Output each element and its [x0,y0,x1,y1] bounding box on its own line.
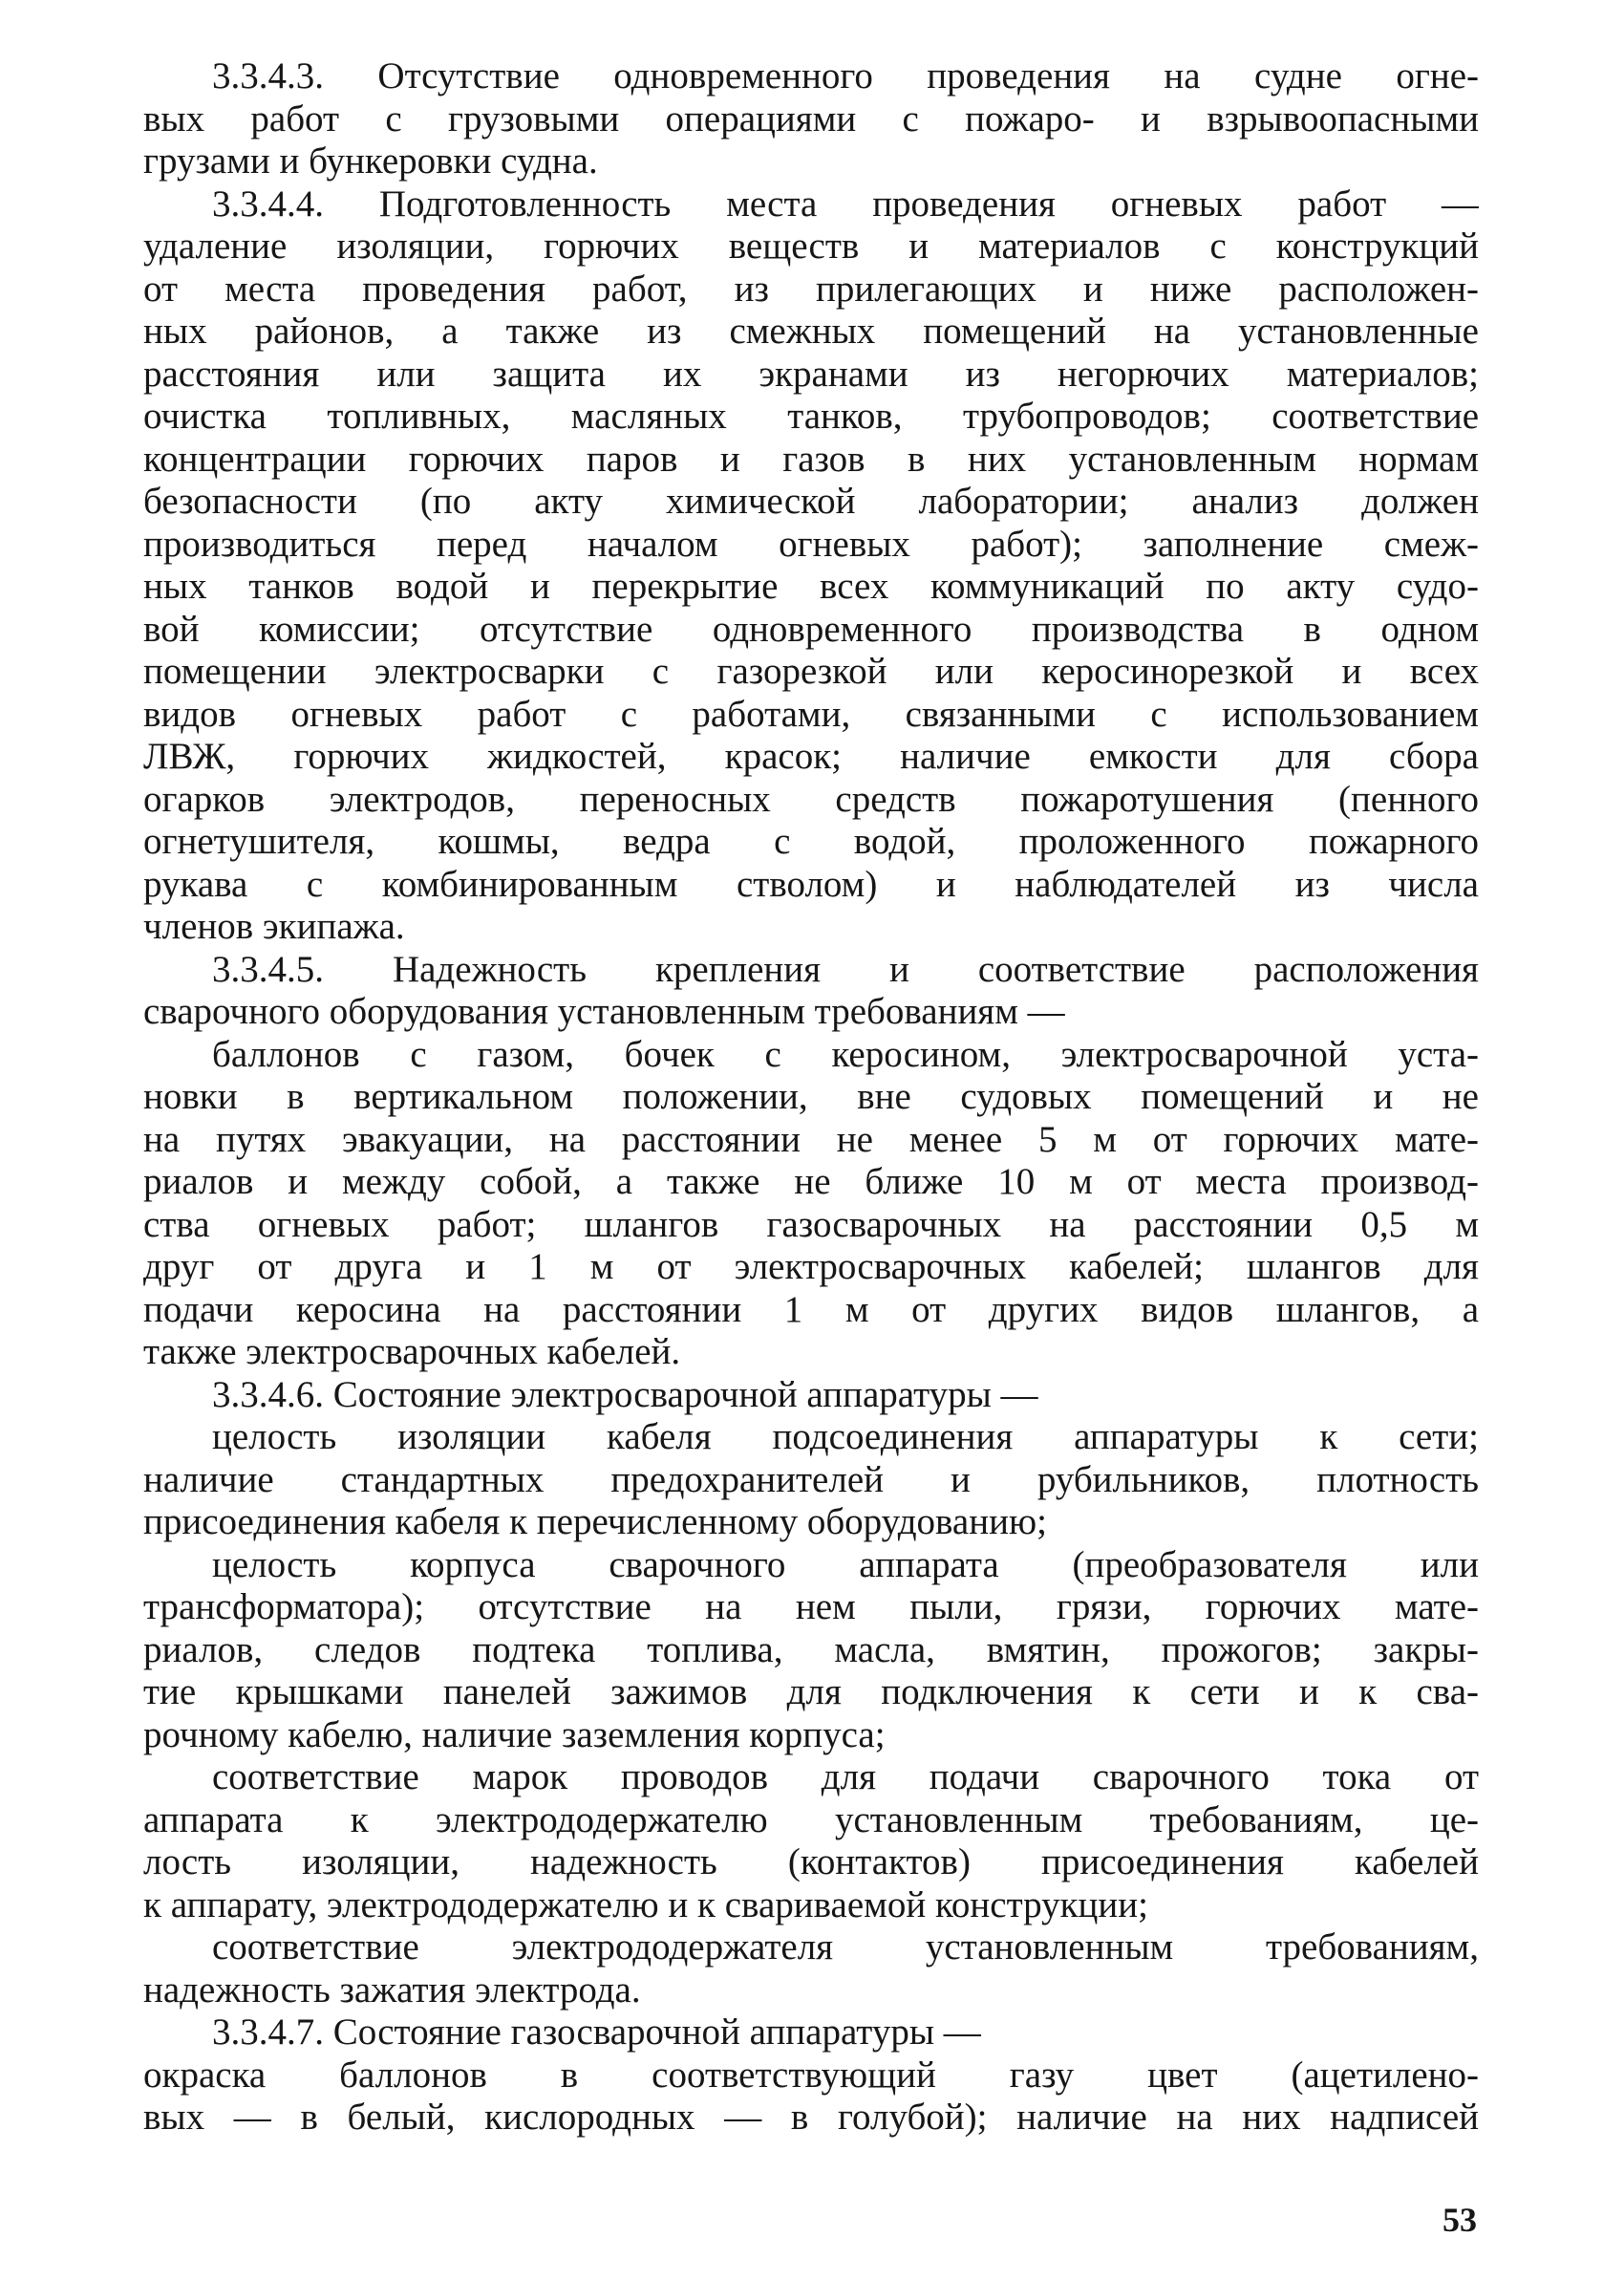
text-line: ных танков водой и перекрытие всех коммуникаций по акту судо- [143,566,1479,607]
text-line: вых — в белый, кислородных — в голубой); наличие на них надписей [143,2097,1479,2138]
text-line: огнетушителя, кошмы, ведра с водой, проложенного пожарного [143,821,1479,862]
text-line: расстояния или защита их экранами из негорючих материалов; [143,353,1479,395]
text-line: надежность зажатия электрода. [143,1968,641,2011]
text-line: друг от друга и 1 м от электросварочных кабелей; шлангов для [143,1246,1479,1287]
text-line: ных районов, а также из смежных помещений на установленные [143,311,1479,352]
text-line: также электросварочных кабелей. [143,1331,681,1372]
text-line: концентрации горючих паров и газов в них установленным нормам [143,438,1479,480]
text-line: рочному кабелю, наличие заземления корпуса; [143,1713,886,1755]
text-line: грузами и бункеровки судна. [143,140,598,182]
text-line: тие крышками панелей зажимов для подключения к сети и к сва- [143,1671,1479,1712]
text-line: к аппарату, электрододержателю и к свариваемой конструкции; [143,1883,1149,1925]
text-line: ЛВЖ, горючих жидкостей, красок; наличие емкости для сбора [143,736,1479,777]
text-line: вой комиссии; отсутствие одновременного производства в одном [143,608,1479,650]
text-line: присоединения кабеля к перечисленному оборудованию; [143,1501,1047,1542]
text-line: 3.3.4.7. Состояние газосварочной аппаратуры — [212,2011,981,2053]
text-line: целость корпуса сварочного аппарата (преобразователя или [212,1543,1479,1585]
text-line: риалов, следов подтека топлива, масла, вмятин, прожогов; закры- [143,1628,1479,1670]
text-line: членов экипажа. [143,906,405,947]
text-line: новки в вертикальном положении, вне судовых помещений и не [143,1076,1479,1117]
text-line: 3.3.4.4. Подготовленность места проведения огневых работ — [212,183,1479,225]
text-line: аппарата к электрододержателю установленным требованиям, це- [143,1798,1479,1840]
body-text [143,55,1479,2140]
text-line: видов огневых работ с работами, связанными с использованием [143,693,1479,735]
page-number: 53 [1442,2201,1477,2239]
text-line: трансформатора); отсутствие на нем пыли, грязи, горючих мате- [143,1586,1479,1627]
text-line: очистка топливных, масляных танков, трубопроводов; соответствие [143,396,1479,437]
text-line: на путях эвакуации, на расстоянии не менее 5 м от горючих мате- [143,1118,1479,1160]
text-line: сварочного оборудования установленным требованиям — [143,991,1065,1032]
text-line: удаление изоляции, горючих веществ и материалов с конструкций [143,226,1479,267]
text-line: подачи керосина на расстоянии 1 м от других видов шлангов, а [143,1288,1479,1330]
text-line: соответствие электрододержателя установленным требованиям, [212,1926,1479,1968]
text-line: безопасности (по акту химической лаборатории; анализ должен [143,481,1479,522]
text-line: вых работ с грузовыми операциями с пожаро- и взрывоопасными [143,97,1479,140]
text-line: баллонов с газом, бочек с керосином, электросварочной уста- [212,1033,1479,1075]
text-line: огарков электродов, переносных средств пожаротушения (пенного [143,778,1479,820]
text-line: ства огневых работ; шлангов газосварочных на расстоянии 0,5 м [143,1203,1479,1245]
text-line: 3.3.4.6. Состояние электросварочной аппаратуры — [212,1373,1038,1415]
text-line: 3.3.4.5. Надежность крепления и соответствие расположения [212,948,1479,990]
text-line: лость изоляции, надежность (контактов) присоединения кабелей [143,1841,1479,1882]
text-line: целость изоляции кабеля подсоединения аппаратуры к сети; [212,1416,1479,1457]
text-line: помещении электросварки с газорезкой или керосинорезкой и всех [143,651,1479,692]
text-line: соответствие марок проводов для подачи сварочного тока от [212,1756,1479,1797]
text-line: наличие стандартных предохранителей и рубильников, плотность [143,1458,1479,1500]
text-line: риалов и между собой, а также не ближе 10 м от места производ- [143,1161,1479,1202]
text-line: от места проведения работ, из прилегающих и ниже расположен- [143,268,1479,310]
text-line: рукава с комбинированным стволом) и наблюдателей из числа [143,863,1479,905]
text-line: окраска баллонов в соответствующий газу цвет (ацетилено- [143,2054,1479,2096]
text-line: 3.3.4.3. Отсутствие одновременного проведения на судне огне- [212,55,1479,97]
text-line: производиться перед началом огневых работ); заполнение смеж- [143,523,1479,565]
